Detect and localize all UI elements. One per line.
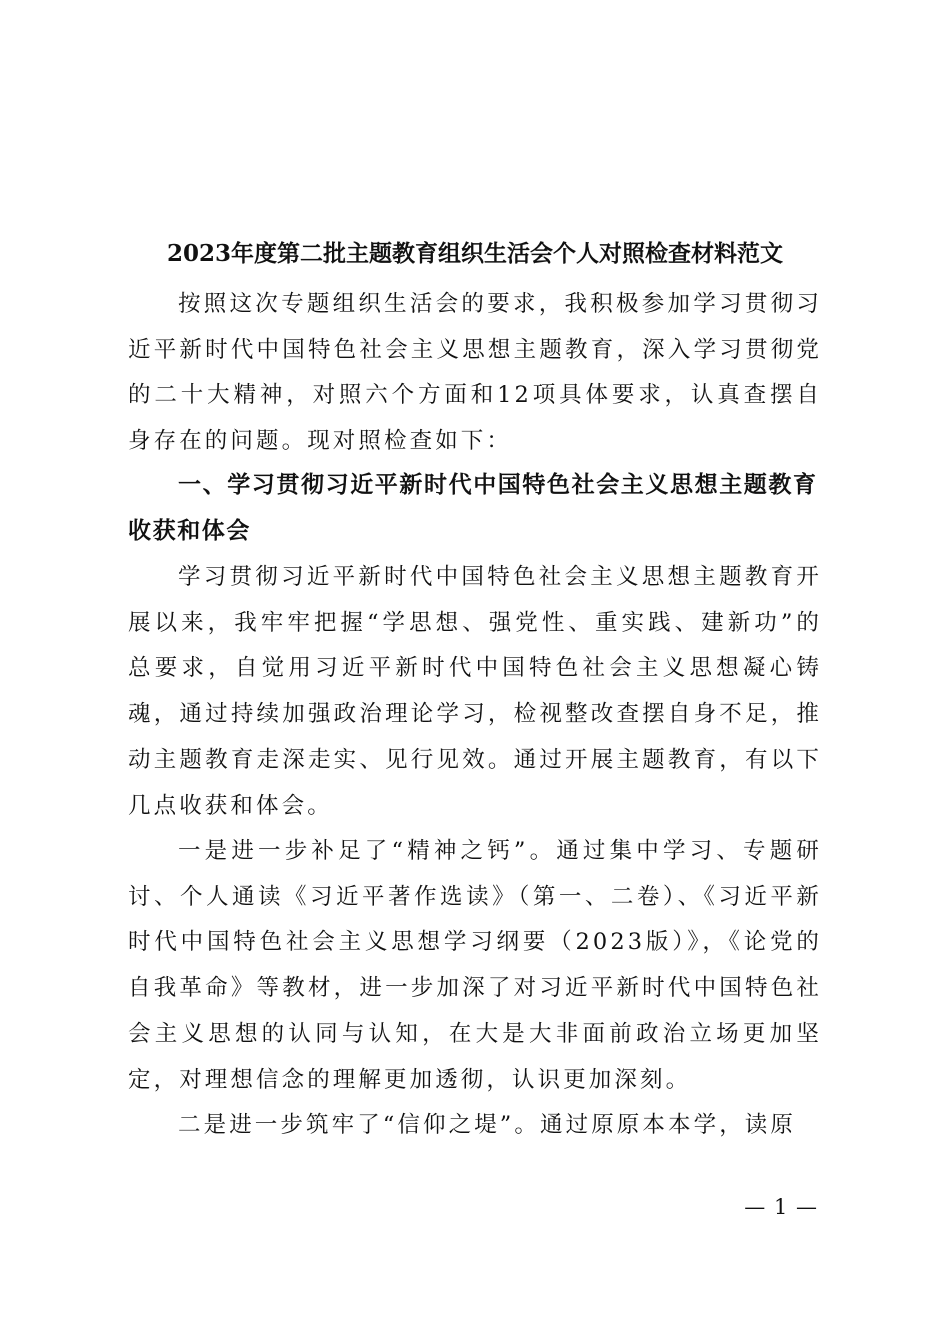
intro-paragraph: 按照这次专题组织生活会的要求，我积极参加学习贯彻习近平新时代中国特色社会主义思想主题教育，深入学习贯彻党的二十大精神，对照六个方面和12项具体要求，认真查摆自身存在的问题。现对照检查如下： [128,291,822,455]
section-heading: 一、学习贯彻习近平新时代中国特色社会主义思想主题教育收获和体会 [128,472,818,544]
point-one-paragraph: 一是进一步补足了“精神之钙”。通过集中学习、专题研讨、个人通读《习近平著作选读》（第一、二卷）、《习近平新时代中国特色社会主义思想学习纲要（2023版）》，《论党的自我革命》等教材，进一步加深了对习近平新时代中国特色社会主义思想的认同与认知，在大是大非面前政治立场更加坚定，对理想信念的理解更加透彻，认识更加深刻。 [128,838,822,1093]
section-paragraph: 学习贯彻习近平新时代中国特色社会主义思想主题教育开展以来，我牢牢把握“学思想、强党性、重实践、建新功”的总要求，自觉用习近平新时代中国特色社会主义思想凝心铸魂，通过持续加强政治理论学习，检视整改查摆自身不足，推动主题教育走深走实、见行见效。通过开展主题教育，有以下几点收获和体会。 [128,564,822,819]
document-title: 2023年度第二批主题教育组织生活会个人对照检查材料范文 [166,240,783,267]
point-two-paragraph: 二是进一步筑牢了“信仰之堤”。通过原原本本学，读原 [178,1112,797,1138]
page-number: — 1 — [744,1195,818,1219]
